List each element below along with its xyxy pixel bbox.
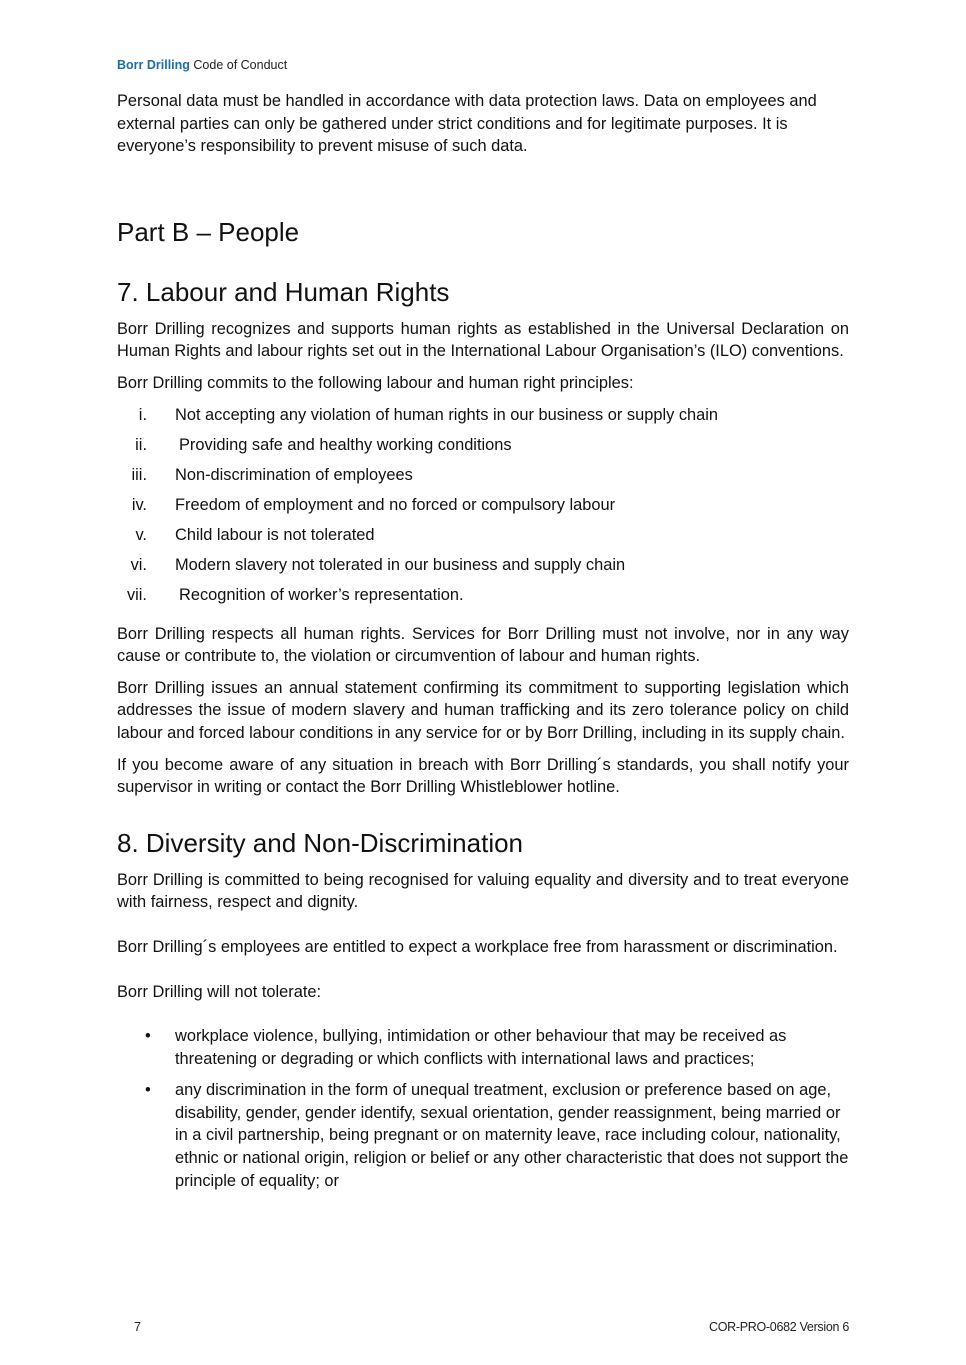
part-title: Part B – People [117, 216, 300, 247]
list-item [117, 1079, 849, 1192]
list-item-text: workplace violence, bullying, intimidation or other behaviour that may be received as threatening or degrading or which conflicts with international laws and practices; [175, 1027, 787, 1068]
page-number: 7 [134, 1320, 141, 1334]
list-item-number: ii. [135, 435, 147, 454]
bullet-icon: • [145, 1027, 151, 1046]
list-item [117, 464, 849, 494]
list-item-text: Child labour is not tolerated [175, 525, 375, 544]
list-item [117, 584, 849, 614]
section-7-paragraph-5: If you become aware of any situation in breach with Borr Drilling´s standards, you shall notify your supervisor in writing or contact the Borr Drilling Whistleblower hotline. [117, 755, 849, 797]
page-header [117, 58, 287, 72]
header-brand: Borr Drilling [117, 58, 190, 72]
section-7-paragraph-4: Borr Drilling issues an annual statement confirming its commitment to supporting legislation which addresses the issue of modern slavery and human trafficking and its zero tolerance policy on child labour and forced labour conditions in any service for or by Borr Drilling, including in its supply chain. [117, 678, 849, 742]
section-7-paragraph-2: Borr Drilling commits to the following labour and human right principles: [117, 373, 634, 392]
list-item-number: vi. [130, 555, 147, 574]
list-item-text: Not accepting any violation of human rights in our business or supply chain [175, 405, 719, 424]
section-8-heading: 8. Diversity and Non-Discrimination [117, 827, 524, 858]
not-tolerated-list [117, 1025, 849, 1192]
document-id: COR-PRO-0682 Version 6 [709, 1320, 849, 1334]
section-8-paragraph-2: Borr Drilling´s employees are entitled to expect a workplace free from harassment or discrimination. [117, 937, 838, 956]
bullet-icon: • [145, 1081, 151, 1100]
list-item [117, 554, 849, 584]
list-item-number: i. [138, 405, 147, 424]
list-item [117, 1025, 849, 1070]
list-item [117, 494, 849, 524]
list-item-number: iii. [131, 465, 147, 484]
list-item-text: any discrimination in the form of unequal treatment, exclusion or preference based on age, disability, gender, gender identify, sexual orientation, gender reassignment, being married or in a civil partnership, being pregnant or on maternity leave, race including colour, nationality, ethnic or national origin, religion or belief or any other characteristic that does not support the principle of equality; or [175, 1081, 849, 1190]
intro-paragraph: Personal data must be handled in accordance with data protection laws. Data on employees and external parties can only be gathered under strict conditions and for legitimate purposes. It is everyone’s responsibility to prevent misuse of such data. [117, 92, 817, 156]
section-7-paragraph-1: Borr Drilling recognizes and supports human rights as established in the Universal Declaration on Human Rights and labour rights set out in the International Labour Organisation’s (ILO) conventions. [117, 319, 849, 361]
header-title: Code of Conduct [193, 58, 288, 72]
list-item [117, 434, 849, 464]
section-8-paragraph-1: Borr Drilling is committed to being recognised for valuing equality and diversity and to treat everyone with fairness, respect and dignity. [117, 870, 849, 912]
list-item-text: Providing safe and healthy working conditions [179, 435, 512, 454]
list-item-number: iv. [131, 495, 147, 514]
list-item-text: Freedom of employment and no forced or compulsory labour [175, 495, 616, 514]
list-item-text: Recognition of worker’s representation. [179, 585, 464, 604]
list-item-number: v. [135, 525, 147, 544]
section-7-heading: 7. Labour and Human Rights [117, 276, 450, 307]
list-item-text: Non-discrimination of employees [175, 465, 413, 484]
page-content [117, 90, 849, 1201]
section-7-paragraph-3: Borr Drilling respects all human rights. Services for Borr Drilling must not involve, nor in any way cause or contribute to, the violation or circumvention of labour and human rights. [117, 624, 849, 666]
list-item-number: vii. [126, 585, 147, 604]
principles-list [117, 404, 849, 614]
list-item-text: Modern slavery not tolerated in our business and supply chain [175, 555, 626, 574]
section-8-paragraph-3: Borr Drilling will not tolerate: [117, 982, 322, 1001]
list-item [117, 524, 849, 554]
list-item [117, 404, 849, 434]
